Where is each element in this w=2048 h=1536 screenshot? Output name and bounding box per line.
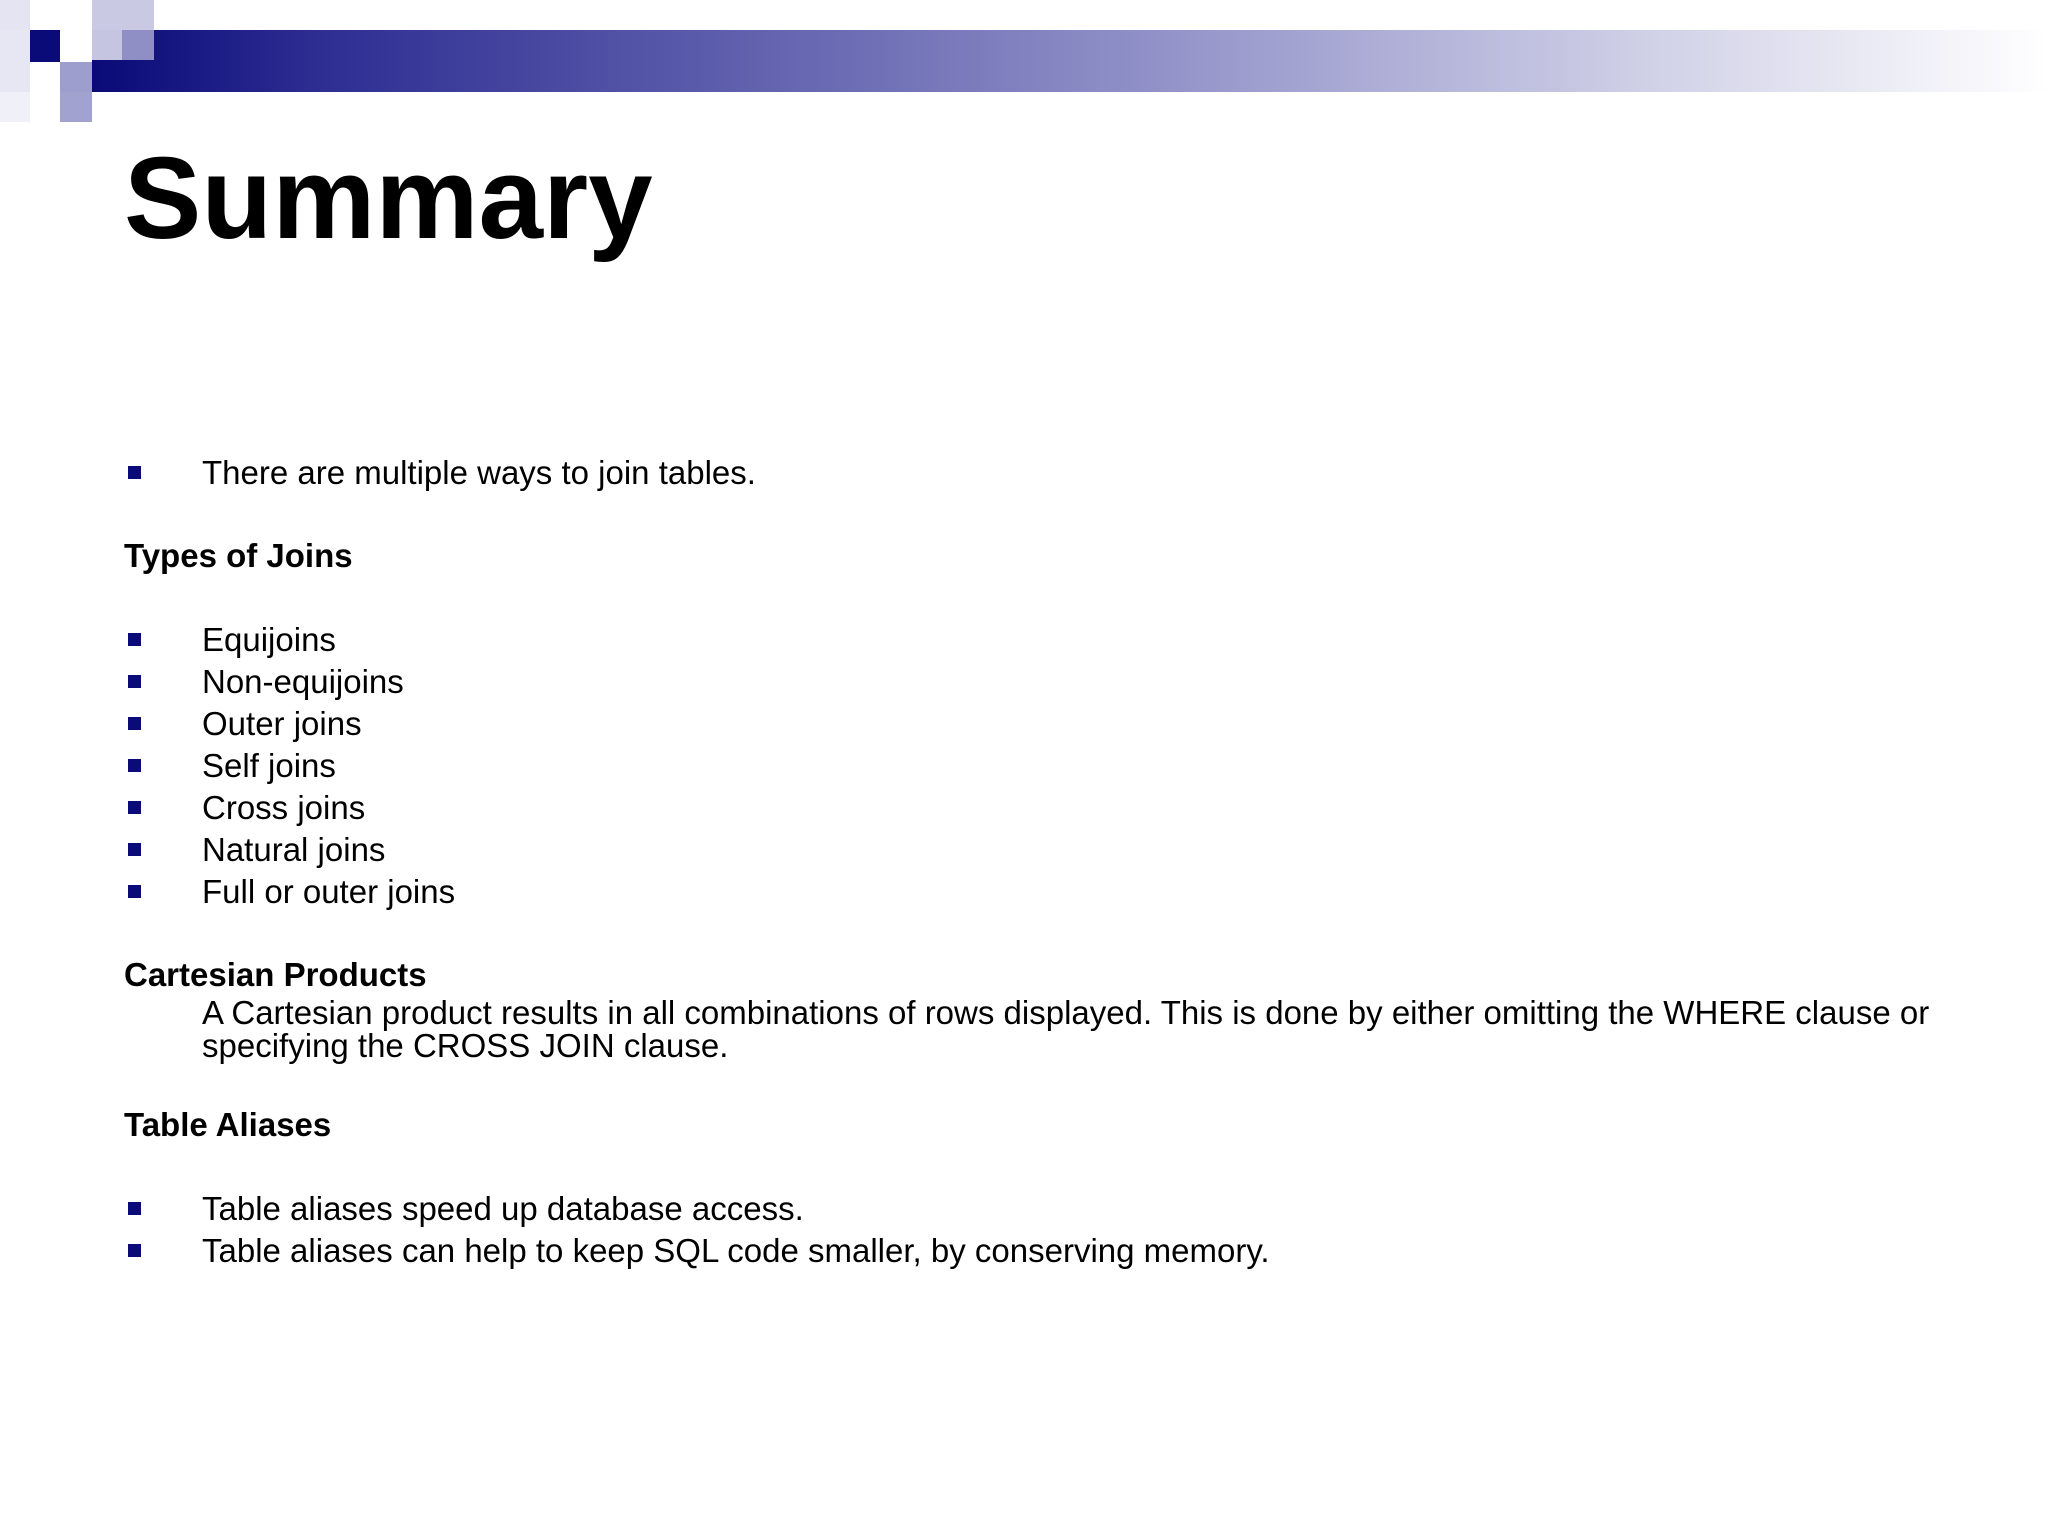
- cartesian-products-paragraph: A Cartesian product results in all combinations of rows displayed. This is done by either omitting the WHERE clause or specifying the CROSS JOIN clause.: [202, 994, 1930, 1064]
- square-bullet-icon: [128, 1244, 141, 1257]
- spacer: [124, 1062, 1924, 1104]
- list-item: [124, 452, 1924, 494]
- decorative-square: [0, 92, 30, 122]
- slide-content: [124, 452, 1930, 1272]
- list-item: [124, 787, 1924, 829]
- list-item: [124, 703, 1924, 745]
- bullet-text: Equijoins: [202, 621, 336, 658]
- list-item: [124, 1188, 1924, 1230]
- table-aliases-list: [124, 1188, 1924, 1272]
- spacer: [124, 577, 1924, 619]
- list-item: [124, 661, 1924, 703]
- square-bullet-icon: [128, 717, 141, 730]
- square-bullet-icon: [128, 466, 141, 479]
- spacer: [124, 494, 1924, 535]
- bullet-text: Cross joins: [202, 789, 366, 826]
- square-bullet-icon: [128, 675, 141, 688]
- square-bullet-icon: [128, 801, 141, 814]
- list-item: [124, 619, 1924, 661]
- spacer: [124, 913, 1924, 954]
- decorative-square: [60, 92, 92, 122]
- bullet-text: Non-equijoins: [202, 663, 404, 700]
- square-bullet-icon: [128, 843, 141, 856]
- decorative-square: [0, 0, 30, 30]
- intro-bullet-list: [124, 452, 1924, 494]
- square-bullet-icon: [128, 885, 141, 898]
- section-heading-table-aliases: Table Aliases: [124, 1106, 332, 1143]
- spacer: [124, 1146, 1924, 1188]
- square-bullet-icon: [128, 759, 141, 772]
- decorative-square: [30, 30, 60, 62]
- list-item: [124, 1230, 1924, 1272]
- bullet-text: Table aliases can help to keep SQL code smaller, by conserving memory.: [202, 1232, 1270, 1269]
- list-item: [124, 829, 1924, 871]
- decorative-square: [92, 30, 122, 60]
- bullet-text: Outer joins: [202, 705, 362, 742]
- header-gradient-band: [92, 30, 2048, 92]
- decorative-square: [60, 62, 92, 92]
- list-item: [124, 871, 1924, 913]
- square-bullet-icon: [128, 1202, 141, 1215]
- bullet-text: Full or outer joins: [202, 873, 456, 910]
- list-item: [124, 745, 1924, 787]
- decorative-square: [92, 0, 154, 30]
- bullet-text: Natural joins: [202, 831, 386, 868]
- decorative-square: [122, 30, 154, 60]
- decorative-square: [0, 30, 30, 92]
- bullet-text: Table aliases speed up database access.: [202, 1190, 804, 1227]
- join-types-list: [124, 619, 1924, 913]
- bullet-text: There are multiple ways to join tables.: [202, 454, 756, 491]
- bullet-text: Self joins: [202, 747, 336, 784]
- slide-title: Summary: [124, 133, 653, 263]
- section-heading-cartesian-products: Cartesian Products: [124, 956, 427, 993]
- square-bullet-icon: [128, 633, 141, 646]
- section-heading-types-of-joins: Types of Joins: [124, 537, 353, 574]
